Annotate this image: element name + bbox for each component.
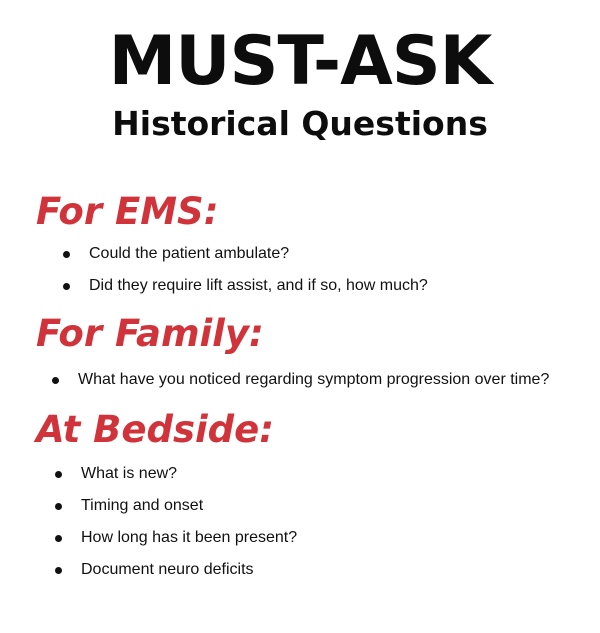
list-item	[52, 364, 549, 396]
bullet-icon	[63, 251, 70, 258]
list-item-text: Could the patient ambulate?	[89, 245, 290, 262]
list-item	[55, 522, 297, 554]
section-list-ems	[63, 238, 428, 302]
bullet-icon	[55, 567, 62, 574]
list-item-text: Timing and onset	[81, 497, 204, 514]
section-list-family	[52, 364, 549, 396]
list-item	[63, 238, 428, 270]
section-list-bedside	[55, 458, 297, 586]
list-item-text: How long has it been present?	[81, 529, 298, 546]
section-heading-bedside: At Bedside:	[36, 408, 275, 451]
bullet-icon	[55, 503, 62, 510]
list-item	[63, 270, 428, 302]
section-heading-ems: For EMS:	[36, 190, 219, 233]
list-item	[55, 490, 297, 522]
list-item-text: Document neuro deficits	[81, 561, 254, 578]
list-item-text: What have you noticed regarding symptom progression over time?	[78, 371, 550, 388]
list-item	[55, 458, 297, 490]
section-heading-family: For Family:	[36, 312, 264, 355]
bullet-icon	[52, 377, 59, 384]
bullet-icon	[55, 471, 62, 478]
bullet-icon	[55, 535, 62, 542]
bullet-icon	[63, 283, 70, 290]
list-item	[55, 554, 297, 586]
page-subtitle: Historical Questions	[112, 104, 488, 143]
list-item-text: Did they require lift assist, and if so, how much?	[89, 277, 428, 294]
page-title: MUST-ASK	[108, 22, 492, 101]
list-item-text: What is new?	[81, 465, 178, 482]
